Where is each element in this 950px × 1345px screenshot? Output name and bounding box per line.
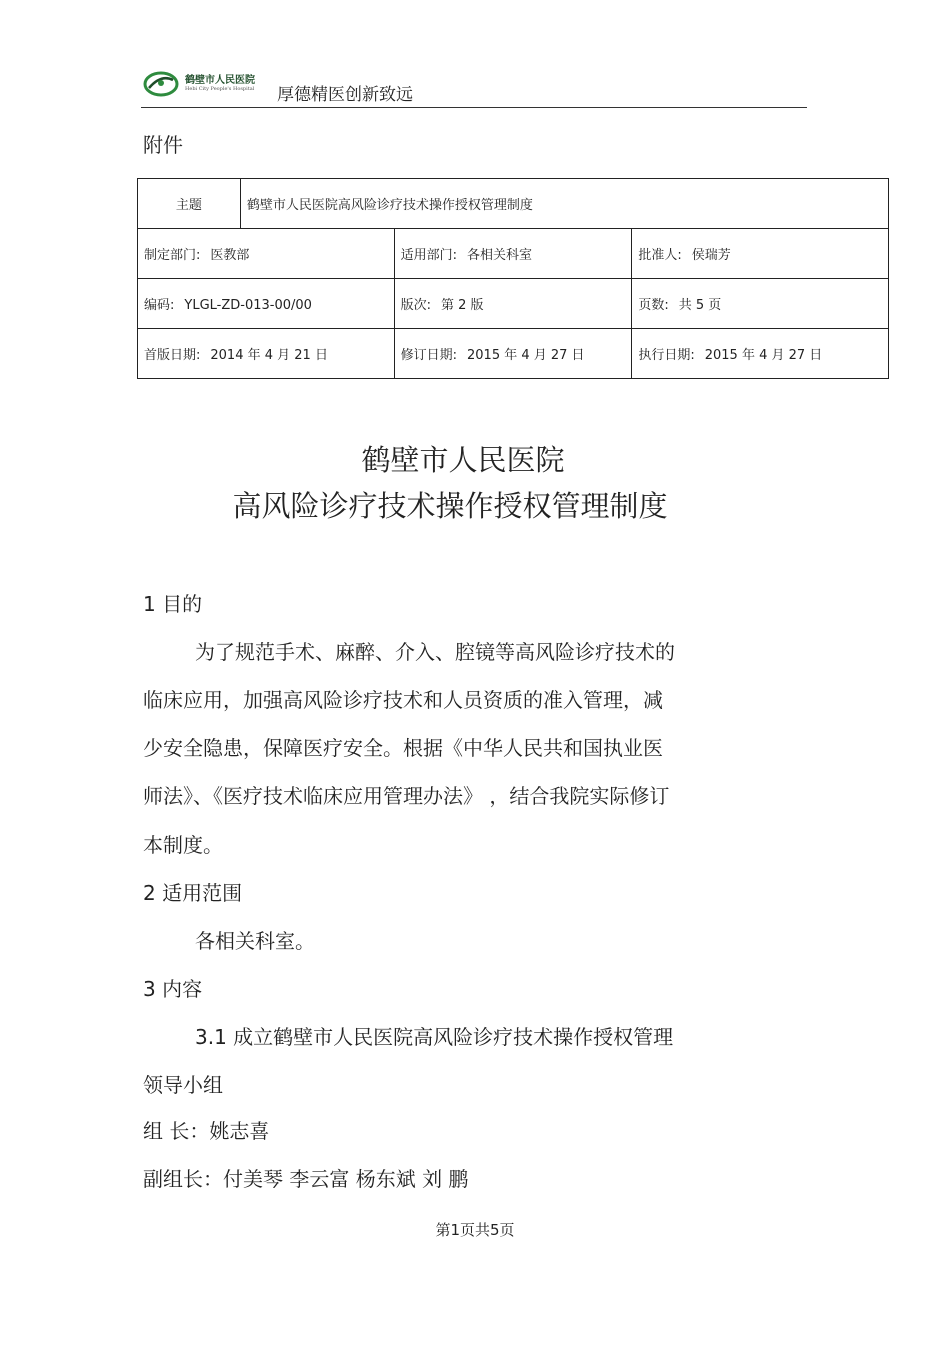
- hospital-logo-icon: [143, 70, 179, 98]
- page-footer: 第1页共5页: [435, 1221, 515, 1239]
- dept-value: 医教部: [210, 248, 250, 263]
- header-divider: [141, 107, 807, 108]
- version-cell: [394, 279, 632, 329]
- table-row: [138, 279, 889, 329]
- pages-label: 页数:: [638, 298, 669, 313]
- code-value: YLGL-ZD-013-00/00: [184, 298, 312, 313]
- table-row: [138, 229, 889, 279]
- logo-english-name: Hebi City People's Hospital: [185, 86, 255, 92]
- doc-title-line2: 高风险诊疗技术操作授权管理制度: [232, 489, 668, 523]
- code-label: 编码:: [144, 298, 175, 313]
- hospital-logo: [141, 68, 279, 100]
- body-paragraph-line: 少安全隐患，保障医疗安全。根据《中华人民共和国执业医: [143, 736, 663, 760]
- approver-cell: [632, 229, 889, 279]
- dept-cell: [138, 229, 395, 279]
- rev-date-value: 2015 年 4 月 27 日: [467, 348, 585, 363]
- group-leader-line: 组 长：姚志喜: [143, 1119, 270, 1143]
- applicable-label: 适用部门:: [400, 248, 457, 263]
- pages-value: 共 5 页: [678, 298, 722, 313]
- body-paragraph-line: 各相关科室。: [195, 929, 315, 953]
- first-date-value: 2014 年 4 月 21 日: [210, 348, 328, 363]
- applicable-cell: [394, 229, 632, 279]
- deputy-leader-line: 副组长：付美琴 李云富 杨东斌 刘 鹏: [143, 1167, 469, 1191]
- rev-date-cell: [394, 329, 632, 379]
- subsection-line: 领导小组: [143, 1073, 223, 1097]
- table-row: [138, 179, 889, 229]
- section-heading: 3 内容: [143, 977, 203, 1001]
- document-info-table: [137, 178, 889, 379]
- exec-date-value: 2015 年 4 月 27 日: [704, 348, 823, 363]
- approver-label: 批准人:: [638, 248, 682, 263]
- subsection-line: 3.1 成立鹤壁市人民医院高风险诊疗技术操作授权管理: [195, 1025, 674, 1049]
- first-date-label: 首版日期:: [144, 348, 201, 363]
- dept-label: 制定部门:: [144, 248, 201, 263]
- pages-cell: [632, 279, 889, 329]
- first-date-cell: [138, 329, 395, 379]
- subject-key: 主题: [138, 179, 241, 229]
- logo-chinese-name: 鹤壁市人民医院: [185, 75, 255, 86]
- section-heading: 1 目的: [143, 592, 203, 616]
- version-label: 版次:: [400, 298, 431, 313]
- body-paragraph-line: 为了规范手术、麻醉、介入、腔镜等高风险诊疗技术的: [195, 640, 675, 664]
- exec-date-label: 执行日期:: [638, 348, 695, 363]
- version-value: 第 2 版: [441, 298, 484, 313]
- body-paragraph-line: 本制度。: [143, 833, 223, 857]
- section-heading: 2 适用范围: [143, 881, 243, 905]
- approver-value: 侯瑞芳: [691, 248, 731, 263]
- page-header: [141, 66, 807, 108]
- doc-title-line1: 鹤壁市人民医院: [361, 443, 565, 477]
- applicable-value: 各相关科室: [467, 248, 533, 263]
- attachment-label: 附件: [143, 133, 183, 157]
- body-paragraph-line: 师法》、《医疗技术临床应用管理办法》 ，结合我院实际修订: [143, 784, 670, 808]
- table-row: [138, 329, 889, 379]
- body-paragraph-line: 临床应用，加强高风险诊疗技术和人员资质的准入管理，减: [143, 688, 663, 712]
- exec-date-cell: [632, 329, 889, 379]
- rev-date-label: 修订日期:: [400, 348, 457, 363]
- hospital-motto: 厚德精医创新致远: [277, 85, 413, 105]
- subject-value: 鹤壁市人民医院高风险诊疗技术操作授权管理制度: [240, 179, 888, 229]
- code-cell: [138, 279, 395, 329]
